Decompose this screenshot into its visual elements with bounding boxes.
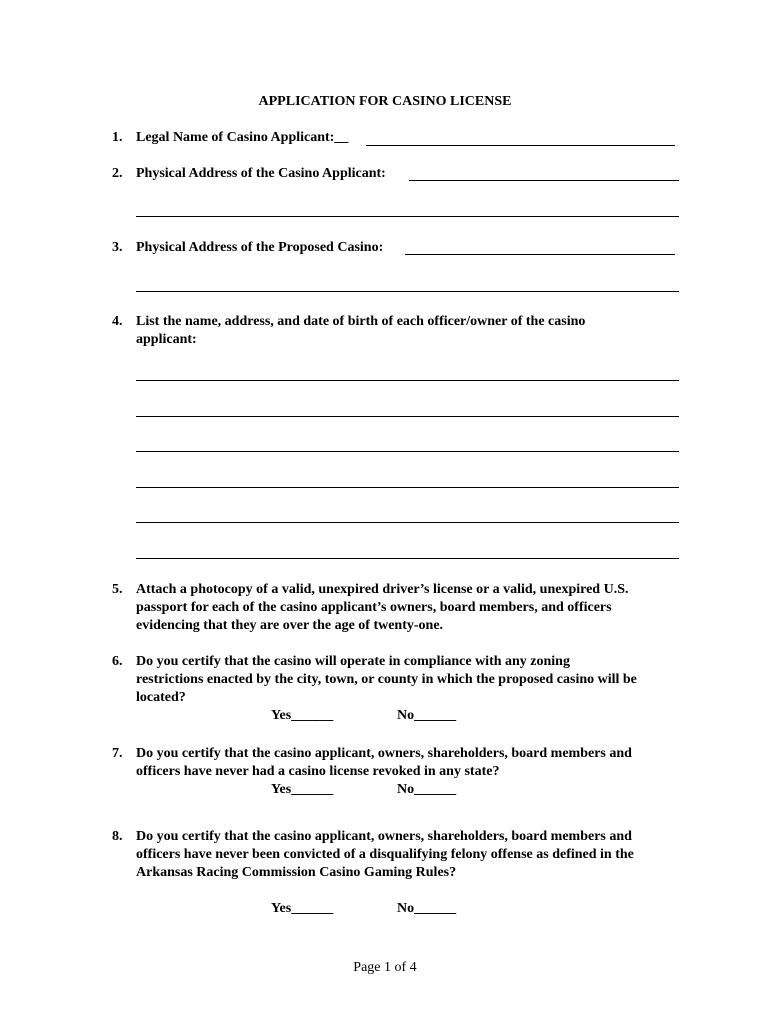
q4-answer-line-1[interactable] [136,380,679,381]
q4-answer-line-4[interactable] [136,487,679,488]
q4-answer-line-2[interactable] [136,416,679,417]
q6-no-field[interactable]: No______ [397,708,457,723]
q6-number: 6. [112,654,123,669]
q4-answer-line-5[interactable] [136,522,679,523]
q7-yes-field[interactable]: Yes______ [271,782,334,797]
q6-line-1: Do you certify that the casino will operate in compliance with any zoning [136,654,570,669]
q1-label: Legal Name of Casino Applicant:__ [136,130,349,145]
q1-answer-line[interactable] [366,145,675,146]
q4-line-2: applicant: [136,332,197,347]
q2-answer-line-1[interactable] [409,180,679,181]
q4-line-1: List the name, address, and date of birth of each officer/owner of the casino [136,314,586,329]
q6-line-2: restrictions enacted by the city, town, or county in which the proposed casino will be [136,672,637,687]
q8-number: 8. [112,829,123,844]
q2-answer-line-2[interactable] [136,216,679,217]
q8-line-2: officers have never been convicted of a disqualifying felony offense as defined in the [136,847,634,862]
q8-no-field[interactable]: No______ [397,901,457,916]
q3-answer-line-1[interactable] [405,254,675,255]
q5-line-2: passport for each of the casino applicant’s owners, board members, and officers [136,600,612,615]
q1-number: 1. [112,130,123,145]
q8-yes-field[interactable]: Yes______ [271,901,334,916]
page-title: APPLICATION FOR CASINO LICENSE [258,94,512,109]
q5-line-3: evidencing that they are over the age of twenty-one. [136,618,444,633]
page-number: Page 1 of 4 [353,960,417,975]
q4-number: 4. [112,314,123,329]
q7-number: 7. [112,746,123,761]
q6-line-3: located? [136,690,186,705]
q5-number: 5. [112,582,123,597]
q6-yes-field[interactable]: Yes______ [271,708,334,723]
q3-answer-line-2[interactable] [136,291,679,292]
q7-no-field[interactable]: No______ [397,782,457,797]
q2-number: 2. [112,166,123,181]
q3-label: Physical Address of the Proposed Casino: [136,240,384,255]
q8-line-3: Arkansas Racing Commission Casino Gaming Rules? [136,865,457,880]
q3-number: 3. [112,240,123,255]
q5-line-1: Attach a photocopy of a valid, unexpired driver’s license or a valid, unexpired U.S. [136,582,629,597]
q2-label: Physical Address of the Casino Applicant: [136,166,386,181]
q4-answer-line-3[interactable] [136,451,679,452]
q8-line-1: Do you certify that the casino applicant, owners, shareholders, board members and [136,829,632,844]
q7-line-2: officers have never had a casino license revoked in any state? [136,764,500,779]
q4-answer-line-6[interactable] [136,558,679,559]
q7-line-1: Do you certify that the casino applicant, owners, shareholders, board members and [136,746,632,761]
